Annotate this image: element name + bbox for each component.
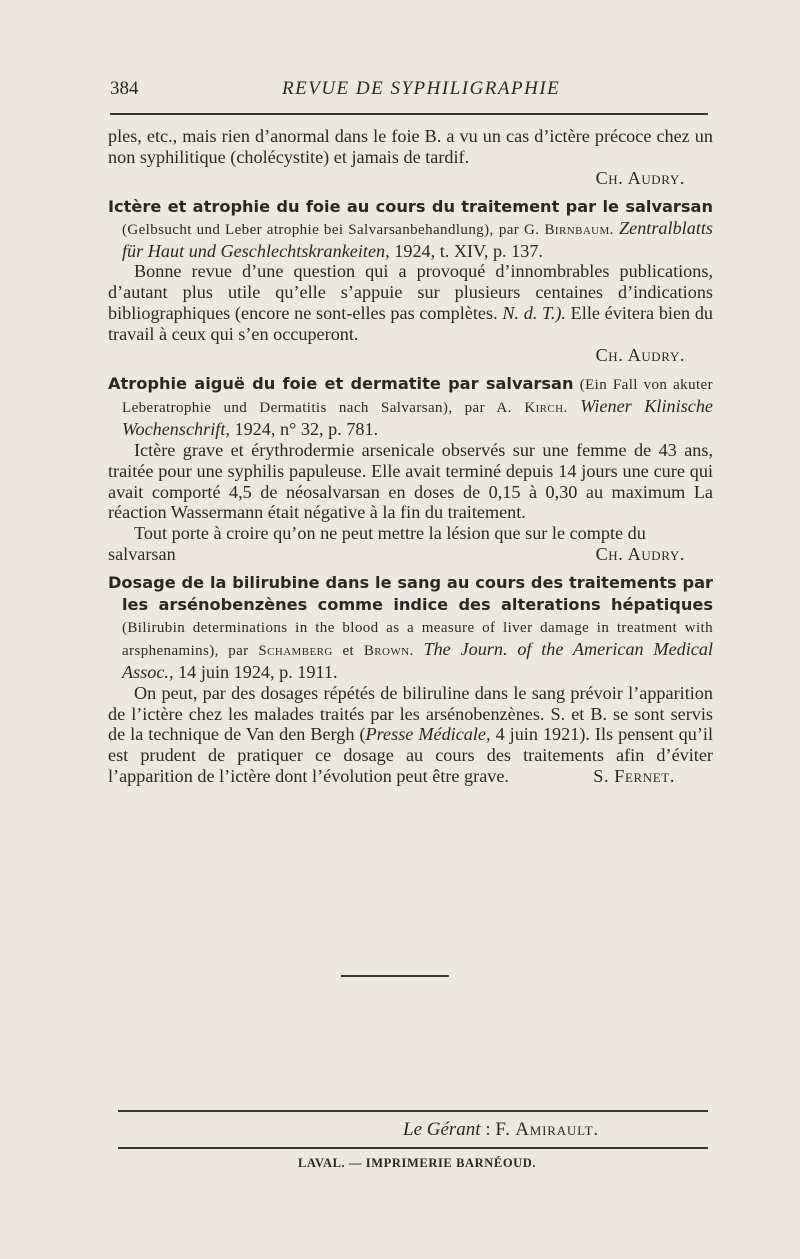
running-title: REVUE DE SYPHILIGRAPHIE — [282, 78, 561, 99]
journal-name: Zentralblatts für Haut und Geschlechtskrankeiten, — [122, 217, 713, 261]
article-acute-atrophy — [108, 373, 713, 565]
article-bilirubin — [108, 572, 713, 787]
ref-and: et — [342, 642, 355, 659]
signature-fernet: S. Fernet. — [593, 766, 675, 787]
printer-line: LAVAL. — IMPRIMERIE BARNÉOUD. — [298, 1156, 537, 1170]
reference-details: 1924, t. XIV, p. 137. — [394, 240, 543, 261]
original-title: (Ein Fall von akuter Leberatrophie und Dermatitis nach Salvarsan), par A. — [122, 376, 713, 416]
journal-name: The Journ. of the American Medical Assoc., — [122, 638, 714, 682]
body-text-end: Elle évitera bien du travail à ceux qui s’en occuperont. — [108, 303, 714, 345]
original-title: (Gelbsucht und Leber atrophie bei Salvarsanbehandlung), — [122, 221, 494, 238]
body-text-end: 4 juin 1921). Ils pensent qu’il est prudent de pratiquer ce dosage au cours des traitements afin d’éviter l’apparition de l’ictère dont l’évolution peut être grave. — [108, 724, 714, 787]
article-body-2 — [108, 523, 713, 565]
article-icterus-atrophy — [108, 196, 713, 366]
article-author-2: Brown. — [363, 642, 414, 659]
gerant-line — [403, 1119, 599, 1141]
article-reference — [108, 373, 713, 440]
article-title: Ictère et atrophie du foie au cours du traitement par le salvarsan — [108, 196, 713, 216]
original-title: (Bilirubin determinations in the blood as a measure of liver damage in treatment with arsphenamins), par — [122, 619, 713, 659]
body-text: Tout porte à croire qu’on ne peut mettre la lésion que sur le compte du salvarsan — [108, 523, 646, 565]
article-title: Dosage de la bilirubine dans le sang au cours des traitements par les arsénobenzènes comme indice des alterations hépatiques — [108, 573, 713, 615]
reference-details: 1924, n° 32, p. 781. — [234, 418, 379, 439]
article-author-1: Schamberg — [258, 642, 333, 659]
gerant-name: F. Amirault. — [495, 1119, 599, 1140]
translator-note: N. d. T.). — [502, 303, 566, 324]
body-text: Bonne revue d’une question qui a provoqué d’innombrables publications, d’autant plus utile qu’elle s’appuie sur plusieurs centaines d’indications bibliographiques (encore ne sont-elles pas complètes. — [108, 261, 713, 324]
header-rule — [110, 113, 708, 115]
reference-details: 14 juin 1924, p. 1911. — [178, 661, 338, 682]
page-number: 384 — [110, 78, 139, 99]
article-body — [108, 261, 713, 345]
continuation-paragraph: ples, etc., mais rien d’anormal dans le foie B. a vu un cas d’ictère précoce chez un non syphilitique (cholécystite) et jamais de tardif. — [108, 126, 713, 167]
article-body — [108, 683, 713, 788]
body-text: On peut, par des dosages répétés de biliruline dans le sang prévoir l’apparition de l’ictère chez les malades traités par les arsénobenzènes. S. et B. se sont servis de la technique de Van den Bergh ( — [108, 682, 713, 745]
body-journal: Presse Médicale, — [365, 724, 491, 745]
signature-audry-2: Ch. Audry. — [595, 345, 685, 366]
signature-audry-3: Ch. Audry. — [595, 544, 685, 565]
end-rule — [341, 975, 449, 977]
gerant-sep: : — [485, 1119, 491, 1140]
ref-par: par G. — [498, 221, 540, 238]
footer-rule-bottom — [118, 1147, 708, 1149]
footer-rule-top — [118, 1110, 708, 1112]
article-author: Birnbaum. — [544, 221, 614, 238]
signature-audry-1: Ch. Audry. — [595, 167, 685, 188]
page-body — [108, 126, 713, 787]
running-header — [110, 78, 710, 102]
article-reference — [108, 196, 713, 262]
article-title: Atrophie aiguë du foie et dermatite par salvarsan — [108, 373, 574, 393]
article-body: Ictère grave et érythrodermie arsenicale observés sur une femme de 43 ans, traitée pour une syphilis papuleuse. Elle avait terminé depuis 14 jours une cure qui avait comporté 4,5 de néosalvarsan en doses de 0,15 à 0,30 au maximum La réaction Wassermann était négative à la fin du traitement. — [108, 439, 713, 523]
gerant-label: Le Gérant — [403, 1119, 481, 1140]
journal-name: Wiener Klinische Wochenschrift, — [122, 395, 714, 439]
article-reference — [108, 572, 713, 683]
article-author: Kirch. — [524, 399, 568, 416]
